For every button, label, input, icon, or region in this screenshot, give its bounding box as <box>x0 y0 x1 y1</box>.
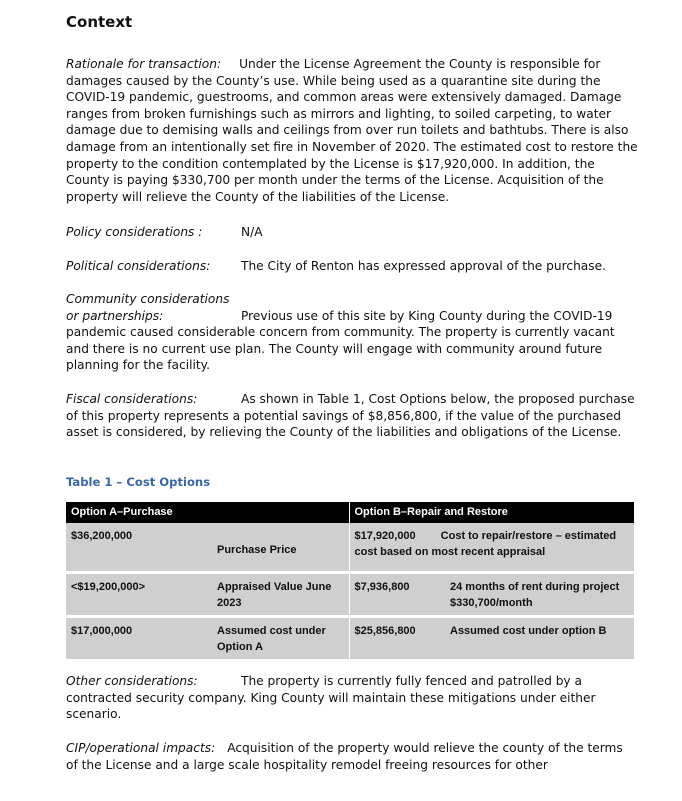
cost-options-table <box>66 502 634 659</box>
option-a-header: Option A–Purchase <box>66 502 349 523</box>
community-paragraph <box>66 291 638 374</box>
policy-paragraph <box>66 224 638 241</box>
option-b-cell <box>349 523 634 571</box>
option-a-value: <$19,200,000> <box>66 574 212 615</box>
political-label: Political considerations: <box>66 259 211 273</box>
table-caption: Table 1 – Cost Options <box>66 475 211 489</box>
policy-text: N/A <box>241 225 263 239</box>
cip-paragraph <box>66 740 638 773</box>
option-a-desc: Appraised Value June 2023 <box>212 574 349 615</box>
option-b-header: Option B–Repair and Restore <box>349 502 634 523</box>
option-b-value: $7,936,800 <box>349 574 445 615</box>
option-a-desc: Purchase Price <box>212 523 349 571</box>
option-b-value: $17,920,000 <box>354 530 416 542</box>
option-b-desc: Cost to repair/restore – estimated cost based on most recent appraisal <box>354 530 617 558</box>
community-label-line2: or partnerships: <box>66 308 164 323</box>
rationale-paragraph <box>66 56 638 205</box>
rationale-text: Under the License Agreement the County is responsible for damages caused by the County’s use. While being used as a quarantine site during the COVID-19 pandemic, guestrooms, and common areas were extensively damaged. Damage ranges from broken furnishings such as mirrors and lighting, to soiled carpeting, to water damage due to demising walls and ceilings from over run toilets and bathtubs. There is also damage from an intentionally set fire in November of 2020. The estimated cost to restore the property to the condition contemplated by the License is $17,920,000. In addition, the County is paying $330,700 per month under the terms of the License. Acquisition of the property will relieve the County of the liabilities of the License. <box>66 57 638 204</box>
option-a-desc: Assumed cost under Option A <box>212 618 349 659</box>
option-b-desc: 24 months of rent during project $330,700/month <box>445 574 634 615</box>
political-paragraph <box>66 258 638 275</box>
policy-label: Policy considerations : <box>66 225 203 239</box>
cip-label: CIP/operational impacts: <box>66 741 216 755</box>
rationale-label: Rationale for transaction: <box>66 57 222 71</box>
table-row <box>66 523 634 571</box>
section-heading: Context <box>66 13 133 31</box>
fiscal-paragraph <box>66 391 638 441</box>
other-paragraph <box>66 673 638 723</box>
fiscal-text: As shown in Table 1, Cost Options below, the proposed purchase of this property represents a potential savings of $8,856,800, if the value of the purchased asset is considered, by relieving the County of the liabilities and obligations of the License. <box>66 392 635 440</box>
option-b-value: $25,856,800 <box>349 618 445 659</box>
community-text: Previous use of this site by King County during the COVID-19 pandemic caused considerable concern from community. The property is currently vacant and there is no current use plan. The County will engage with community around future planning for the facility. <box>66 308 615 373</box>
table-row <box>66 574 634 615</box>
fiscal-label: Fiscal considerations: <box>66 392 198 406</box>
other-label: Other considerations: <box>66 674 198 688</box>
option-a-value: $17,000,000 <box>66 618 212 659</box>
table-row <box>66 618 634 659</box>
political-text: The City of Renton has expressed approval of the purchase. <box>241 259 606 273</box>
option-b-desc: Assumed cost under option B <box>445 618 634 659</box>
cip-text: Acquisition of the property would relieve the county of the terms of the License and a large scale hospitality remodel freeing resources for other <box>66 741 623 772</box>
other-text: The property is currently fully fenced and patrolled by a contracted security company. King County will maintain these mitigations under either scenario. <box>66 674 596 722</box>
option-a-value: $36,200,000 <box>66 523 212 571</box>
community-label-line1: Community considerations <box>66 292 230 306</box>
